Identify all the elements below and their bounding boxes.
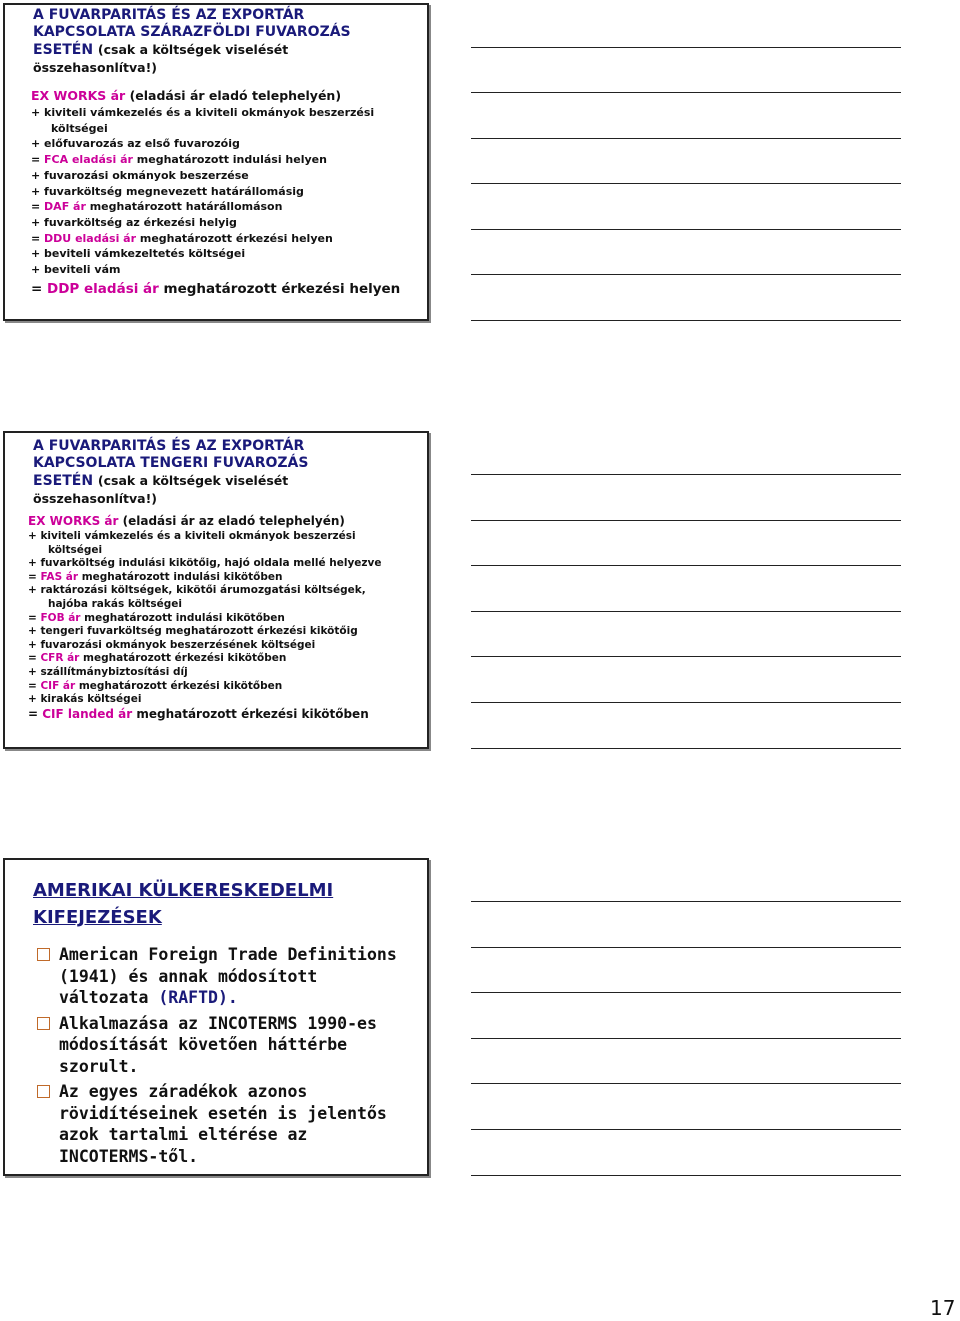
line: + fuvarköltség indulási kikötőig, hajó oldala mellé helyezve xyxy=(28,557,382,570)
slide-body xyxy=(31,87,400,297)
line: + fuvarozási okmányok beszerzésének költségei xyxy=(28,638,316,651)
line: + fuvarköltség az érkezési helyig xyxy=(31,215,237,229)
line: + beviteli vámkezeltetés költségei xyxy=(31,247,246,261)
line-cif-landed: = CIF landed ár meghatározott érkezési kikötőben xyxy=(28,706,369,721)
square-bullet-icon xyxy=(37,1085,50,1098)
bullet-item: Alkalmazása az INCOTERMS 1990-es módosítását követően háttérbe szorult. xyxy=(35,1013,415,1078)
line: + kiviteli vámkezelés és a kiviteli okmányok beszerzési xyxy=(31,106,375,119)
line: + fuvarozási okmányok beszerzése xyxy=(31,168,249,182)
line: + kirakás költségei xyxy=(28,693,142,706)
title-sub: (csak a költségek viselését összehasonlítva!) xyxy=(33,42,289,75)
line-daf: = DAF ár meghatározott határállomáson xyxy=(31,200,283,214)
slide-title xyxy=(33,438,363,508)
line: hajóba rakás költségei xyxy=(48,597,183,610)
line: + szállítmánybiztosítási díj xyxy=(28,665,188,678)
line-cfr: = CFR ár meghatározott érkezési kikötőben xyxy=(28,652,287,665)
square-bullet-icon xyxy=(37,948,50,961)
page-number: 17 xyxy=(930,1296,956,1320)
slide-american-terms xyxy=(3,858,429,1176)
slide-title: AMERIKAI KÜLKERESKEDELMI KIFEJEZÉSEK xyxy=(33,880,334,928)
square-bullet-icon xyxy=(37,1017,50,1030)
line-cif: = CIF ár meghatározott érkezési kikötőben xyxy=(28,679,283,692)
bullet-item: Az egyes záradékok azonos rövidítéseinek esetén is jelentős azok tartalmi eltérése az INCOTERMS-től. xyxy=(35,1081,415,1167)
line-exworks: EX WORKS ár (eladási ár az eladó telephelyén) xyxy=(28,514,345,528)
slide-title xyxy=(33,7,403,77)
line: + beviteli vám xyxy=(31,263,121,277)
line-fas: = FAS ár meghatározott indulási kikötőben xyxy=(28,570,283,583)
line: + előfuvarozás az első fuvarozóig xyxy=(31,137,240,151)
line: + kiviteli vámkezelés és a kiviteli okmányok beszerzési xyxy=(28,530,356,542)
line: + fuvarköltség megnevezett határállomásig xyxy=(31,184,304,198)
line: költségei xyxy=(51,121,108,135)
bullet-item: American Foreign Trade Definitions (1941) és annak módosított változata (RAFTD). xyxy=(35,944,415,1009)
slide-land-transport xyxy=(3,3,429,321)
line-exworks: EX WORKS ár (eladási ár eladó telephelyén) xyxy=(31,88,342,103)
line: költségei xyxy=(48,543,103,556)
title-sub: (csak a költségek viselését összehasonlítva!) xyxy=(33,473,289,506)
line-ddu: = DDU eladási ár meghatározott érkezési helyen xyxy=(31,231,333,245)
title-main: A FUVARPARITÁS ÉS AZ EXPORTÁR KAPCSOLATA SZÁRAZFÖLDI FUVAROZÁS ESETÉN xyxy=(33,7,351,58)
bullet-list xyxy=(35,944,415,1171)
slide-body xyxy=(28,513,381,721)
line-ddp: = DDP eladási ár meghatározott érkezési helyen xyxy=(31,280,401,297)
slide-sea-transport xyxy=(3,431,429,749)
line-fob: = FOB ár meghatározott indulási kikötőben xyxy=(28,611,285,624)
title-main: A FUVARPARITÁS ÉS AZ EXPORTÁR KAPCSOLATA TENGERI FUVAROZÁS ESETÉN xyxy=(33,438,309,489)
line: + raktározási költségek, kikötői árumozgatási költségek, xyxy=(28,584,366,597)
line: + tengeri fuvarköltség meghatározott érkezési kikötőig xyxy=(28,625,358,638)
line-fca: = FCA eladási ár meghatározott indulási helyen xyxy=(31,153,327,167)
